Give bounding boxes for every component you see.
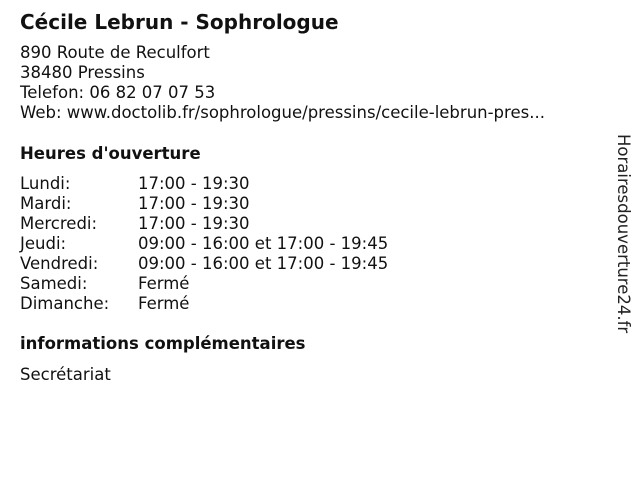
hours-time: 09:00 - 16:00 et 17:00 - 19:45 <box>138 254 389 273</box>
hours-day: Mercredi: <box>20 214 98 233</box>
hours-day: Mardi: <box>20 194 72 213</box>
hours-day: Jeudi: <box>20 234 67 253</box>
hours-time: Fermé <box>138 274 190 293</box>
hours-time: 17:00 - 19:30 <box>138 194 250 213</box>
hours-day: Lundi: <box>20 174 71 193</box>
hours-day: Vendredi: <box>20 254 99 273</box>
hours-day: Samedi: <box>20 274 88 293</box>
business-name: Cécile Lebrun - Sophrologue <box>20 10 339 34</box>
website-link[interactable]: Web: www.doctolib.fr/sophrologue/pressins/cecile-lebrun-pres... <box>20 103 545 122</box>
additional-info-text: Secrétariat <box>20 365 111 384</box>
opening-hours-heading: Heures d'ouverture <box>20 144 201 163</box>
hours-time: Fermé <box>138 294 190 313</box>
hours-time: 09:00 - 16:00 et 17:00 - 19:45 <box>138 234 389 253</box>
hours-time: 17:00 - 19:30 <box>138 214 250 233</box>
hours-time: 17:00 - 19:30 <box>138 174 250 193</box>
address-line-city: 38480 Pressins <box>20 63 145 82</box>
address-line-street: 890 Route de Reculfort <box>20 43 210 62</box>
additional-info-heading: informations complémentaires <box>20 334 306 353</box>
site-watermark: Horairesdouverture24.fr <box>614 134 633 334</box>
phone-number: Telefon: 06 82 07 07 53 <box>20 83 216 102</box>
hours-day: Dimanche: <box>20 294 110 313</box>
